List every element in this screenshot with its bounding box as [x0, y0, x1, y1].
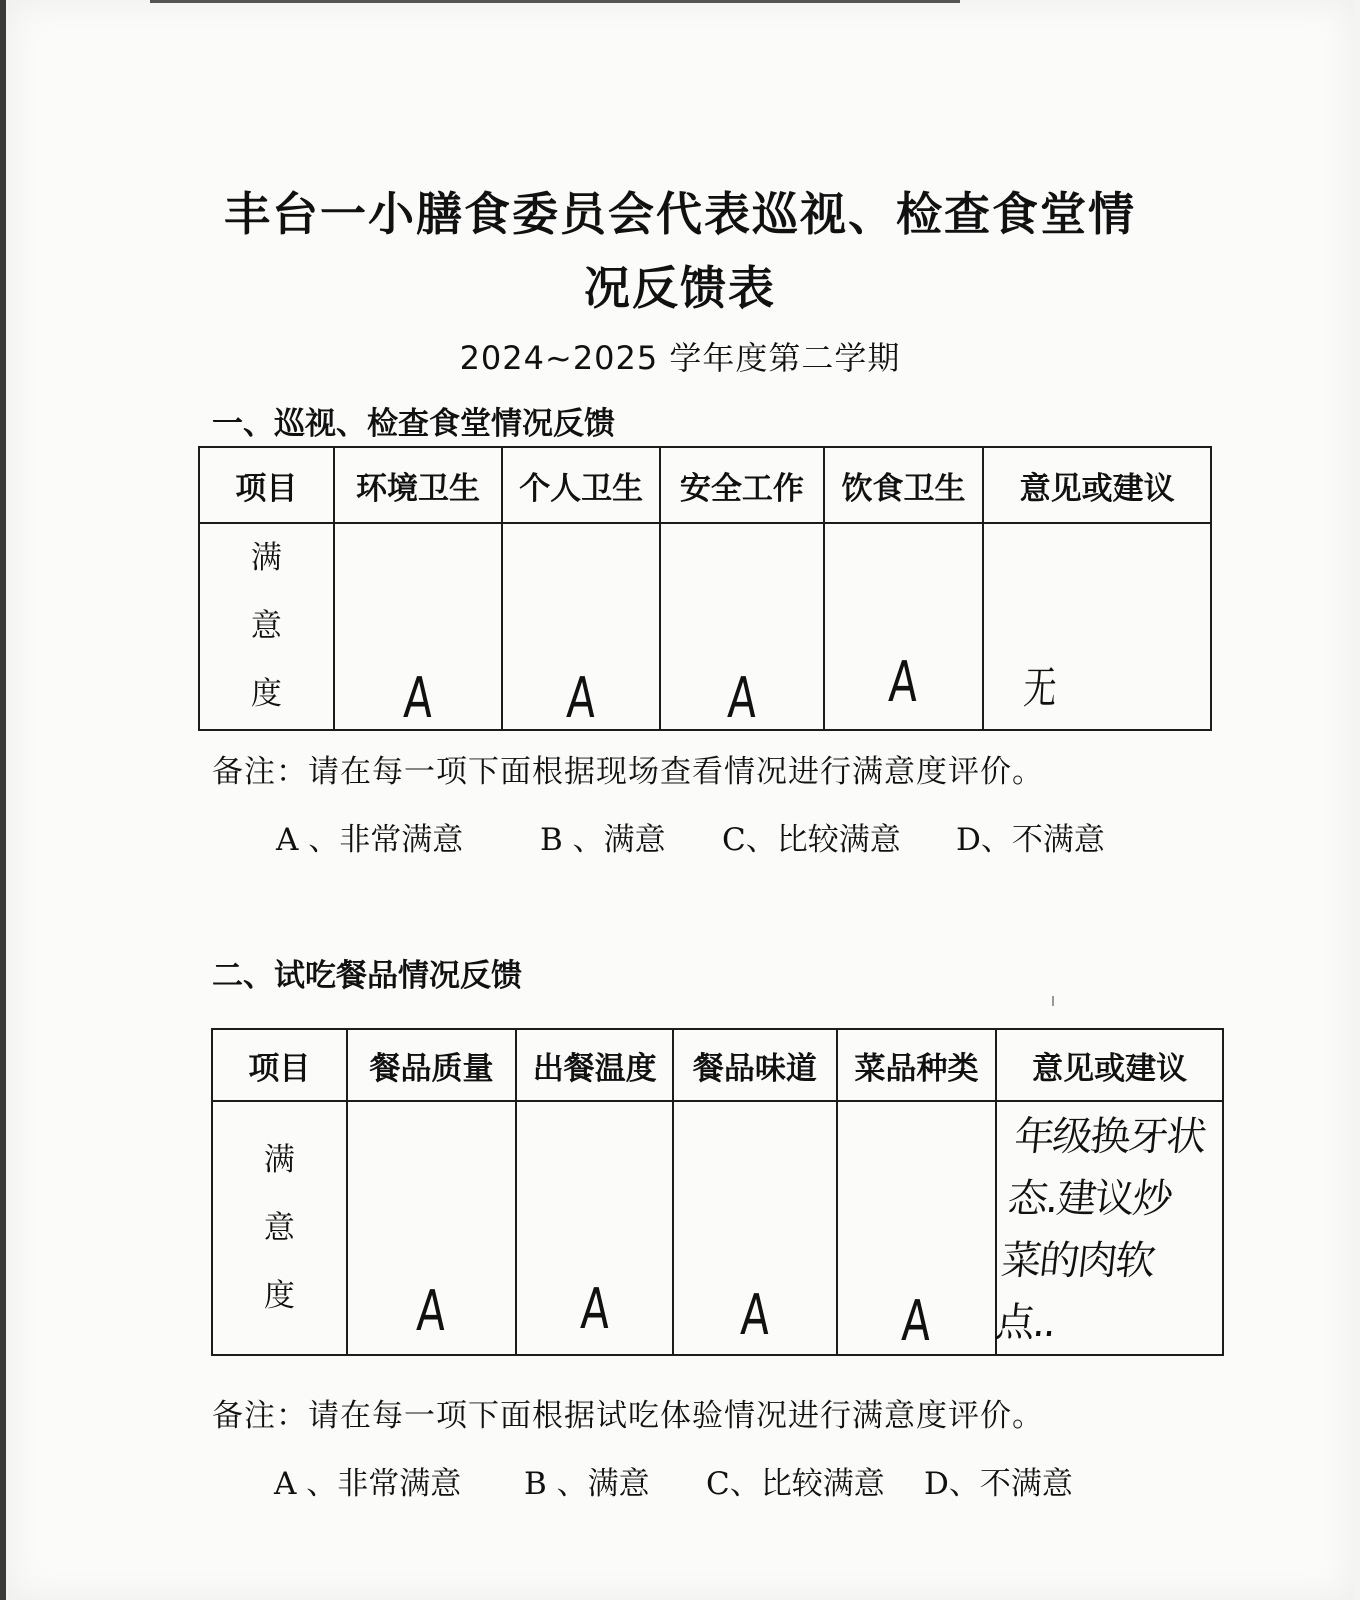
- table-header-row: [212, 1029, 1223, 1101]
- comment-line-1: 年级换牙状: [1012, 1114, 1208, 1160]
- rating-food-hygiene: A: [824, 523, 984, 730]
- section1-heading: 一、巡视、检查食堂情况反馈: [212, 406, 615, 442]
- section1-legend-a: A 、非常满意: [276, 822, 464, 858]
- inspection-table: [198, 446, 1212, 731]
- section1-legend-b: B 、满意: [540, 822, 666, 858]
- section2-legend-b: B 、满意: [524, 1466, 650, 1502]
- satisfaction-row: [212, 1101, 1223, 1355]
- satisfaction-row: [199, 523, 1211, 730]
- rating-environment-hygiene: A: [334, 523, 503, 730]
- school-term: 2024~2025 学年度第二学期: [459, 339, 901, 377]
- rating-safety-work: A: [660, 523, 824, 730]
- section1-note: 备注：请在每一项下面根据现场查看情况进行满意度评价。: [212, 754, 1044, 790]
- row-label-satisfaction: 满 意 度: [212, 1101, 347, 1355]
- section2-heading: 二、试吃餐品情况反馈: [212, 958, 522, 994]
- header-meal-quality: 餐品质量: [347, 1029, 517, 1101]
- header-serving-temperature: 出餐温度: [516, 1029, 673, 1101]
- form-title-line1: 丰台一小膳食委员会代表巡视、检查食堂情: [224, 187, 1136, 241]
- header-environment-hygiene: 环境卫生: [334, 447, 503, 523]
- header-safety-work: 安全工作: [660, 447, 824, 523]
- rating-meal-quality: A: [347, 1101, 517, 1355]
- table-header-row: [199, 447, 1211, 523]
- rating-dish-variety: A: [837, 1101, 997, 1355]
- section2-legend-c: C、比较满意: [706, 1466, 885, 1502]
- section2-legend-a: A 、非常满意: [274, 1466, 462, 1502]
- section1-legend-c: C、比较满意: [722, 822, 901, 858]
- tasting-table: [211, 1028, 1224, 1356]
- header-item: 项目: [212, 1029, 347, 1101]
- section1-legend-d: D、不满意: [956, 822, 1105, 858]
- scan-speck: [1052, 996, 1054, 1006]
- scan-edge-top: [150, 0, 960, 3]
- rating-serving-temperature: A: [516, 1101, 673, 1355]
- header-meal-taste: 餐品味道: [673, 1029, 837, 1101]
- header-food-hygiene: 饮食卫生: [824, 447, 984, 523]
- header-comments: 意见或建议: [996, 1029, 1223, 1101]
- comment-line-3: 菜的肉软点..: [992, 1238, 1157, 1346]
- header-dish-variety: 菜品种类: [837, 1029, 997, 1101]
- header-personal-hygiene: 个人卫生: [502, 447, 660, 523]
- row-label-satisfaction: 满 意 度: [199, 523, 334, 730]
- header-comments: 意见或建议: [983, 447, 1211, 523]
- section2-legend-d: D、不满意: [924, 1466, 1073, 1502]
- form-title-line2: 况反馈表: [584, 261, 776, 315]
- rating-personal-hygiene: A: [502, 523, 660, 730]
- comment-inspection: 无: [983, 523, 1211, 730]
- rating-meal-taste: A: [673, 1101, 837, 1355]
- header-item: 项目: [199, 447, 334, 523]
- section2-note: 备注：请在每一项下面根据试吃体验情况进行满意度评价。: [212, 1398, 1044, 1434]
- comment-tasting: [992, 1101, 1223, 1355]
- comment-line-2: 态.建议炒: [1005, 1176, 1174, 1222]
